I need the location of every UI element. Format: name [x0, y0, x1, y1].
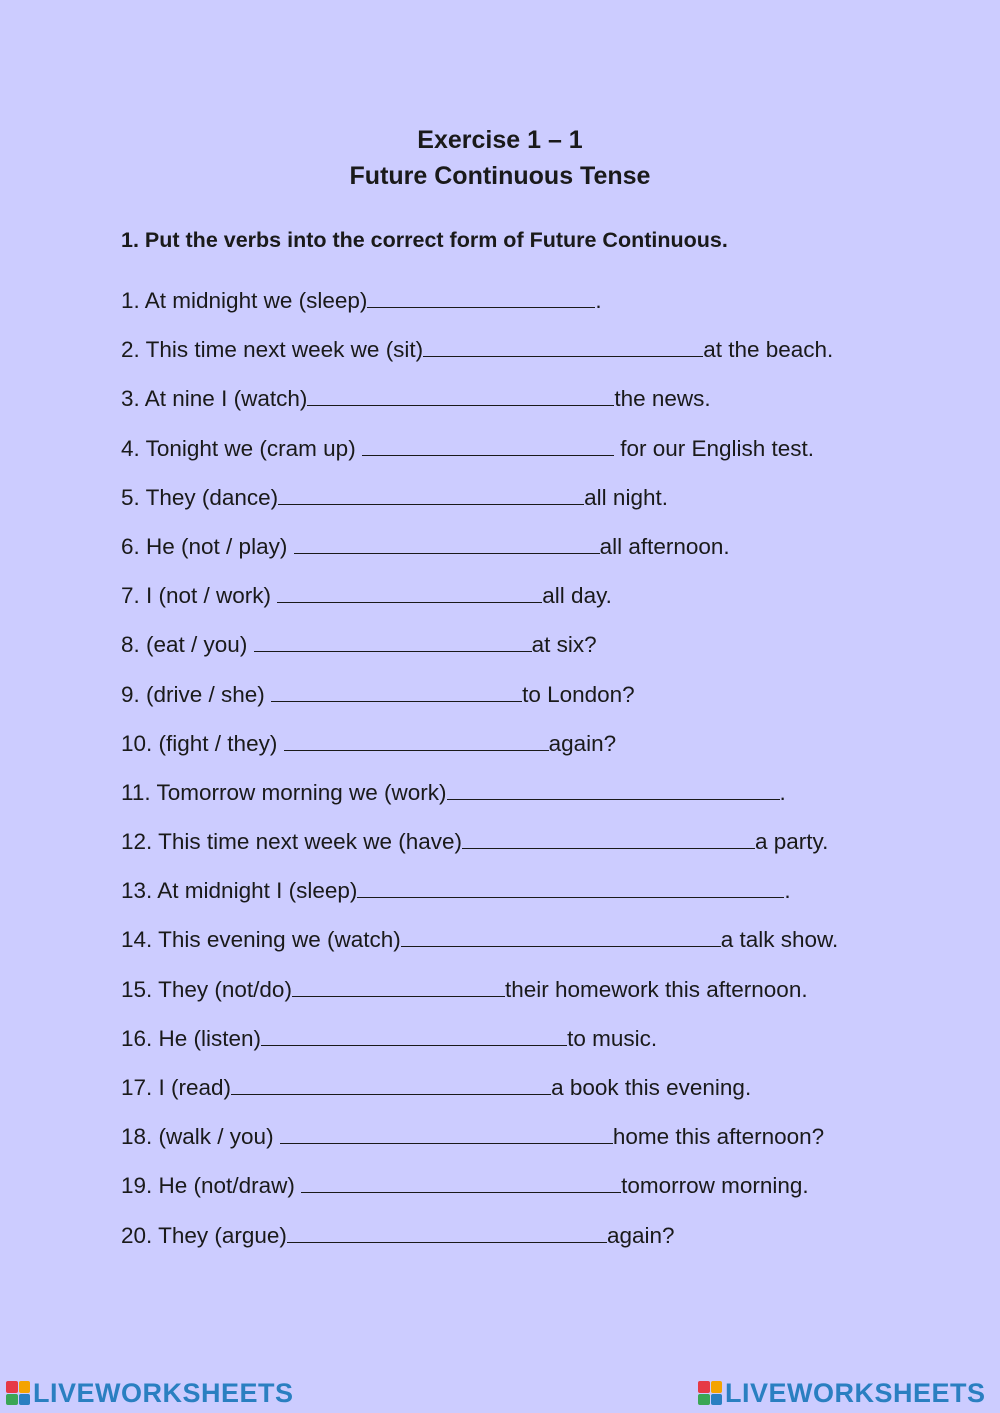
answer-blank[interactable] [280, 1125, 613, 1144]
item-ending: again? [606, 1222, 675, 1248]
item-ending: a book this evening. [551, 1075, 752, 1100]
item-prompt: 15. They (not/do) [121, 976, 292, 1002]
logo-text: LIVEWORKSHEETS [33, 1377, 294, 1408]
answer-blank[interactable] [287, 1224, 607, 1243]
answer-blank[interactable] [284, 732, 549, 751]
liveworksheets-logo-icon [6, 1381, 30, 1405]
answer-blank[interactable] [423, 338, 703, 357]
item-ending: all night. [584, 484, 668, 510]
item-ending: . [784, 878, 791, 904]
item-prompt: 16. He (listen) [121, 1025, 262, 1051]
answer-blank[interactable] [367, 289, 595, 308]
item-ending: . [595, 288, 602, 313]
item-prompt: 17. I (read) [121, 1075, 232, 1100]
answer-blank[interactable] [307, 387, 614, 406]
item-ending: a party. [754, 829, 829, 855]
item-ending: their homework this afternoon. [504, 976, 808, 1002]
instruction-number: 1 [121, 228, 133, 252]
exercise-item [121, 332, 941, 381]
item-prompt: 5. They (dance) [121, 484, 279, 510]
answer-blank[interactable] [277, 584, 542, 603]
exercise-item [121, 381, 941, 430]
item-ending: to music. [567, 1025, 658, 1051]
exercise-item [121, 1021, 941, 1070]
item-ending: tomorrow morning. [621, 1173, 809, 1199]
exercise-list [121, 283, 941, 1267]
instruction [121, 228, 728, 253]
item-prompt: 1. At midnight we (sleep) [121, 288, 368, 313]
answer-blank[interactable] [294, 535, 600, 554]
item-ending: at the beach. [703, 337, 834, 363]
answer-blank[interactable] [447, 781, 780, 800]
answer-blank[interactable] [401, 928, 721, 947]
item-ending: all afternoon. [599, 533, 730, 559]
logo-text: LIVEWORKSHEETS [725, 1377, 986, 1408]
exercise-item [121, 1168, 941, 1217]
item-prompt: 19. He (not/draw) [121, 1173, 302, 1199]
exercise-item [121, 1070, 941, 1119]
answer-blank[interactable] [362, 437, 614, 456]
exercise-item [121, 972, 941, 1021]
exercise-item [121, 677, 941, 726]
answer-blank[interactable] [261, 1027, 567, 1046]
item-prompt: 8. (eat / you) [121, 632, 254, 658]
exercise-item [121, 1218, 941, 1267]
exercise-item [121, 283, 941, 332]
item-ending: home this afternoon? [612, 1124, 825, 1150]
liveworksheets-logo-icon [698, 1381, 722, 1405]
exercise-title: Exercise 1 – 1 [417, 126, 583, 154]
answer-blank[interactable] [254, 633, 532, 652]
exercise-item [121, 578, 941, 627]
exercise-item [121, 480, 941, 529]
item-ending: again? [548, 730, 617, 756]
item-prompt: 11. Tomorrow morning we (work) [121, 779, 447, 805]
item-prompt: 10. (fight / they) [121, 730, 284, 756]
answer-blank[interactable] [462, 830, 755, 849]
instruction-text: . Put the verbs into the correct form of Future Continuous. [132, 228, 728, 252]
answer-blank[interactable] [231, 1076, 551, 1095]
exercise-item [121, 775, 941, 824]
item-prompt: 9. (drive / she) [121, 681, 272, 707]
liveworksheets-logo[interactable] [6, 1376, 294, 1410]
exercise-item [121, 922, 941, 971]
item-ending: for our English test. [613, 435, 815, 461]
answer-blank[interactable] [271, 683, 522, 702]
item-ending: a talk show. [720, 927, 839, 953]
liveworksheets-logo[interactable] [698, 1376, 986, 1410]
exercise-item [121, 529, 941, 578]
item-prompt: 18. (walk / you) [121, 1124, 280, 1150]
item-ending: all day. [542, 583, 612, 609]
answer-blank[interactable] [278, 486, 584, 505]
answer-blank[interactable] [357, 879, 784, 898]
item-ending: . [779, 779, 786, 805]
exercise-item [121, 726, 941, 775]
item-prompt: 6. He (not / play) [121, 533, 294, 559]
item-prompt: 3. At nine I (watch) [121, 386, 308, 412]
item-prompt: 4. Tonight we (cram up) [121, 435, 362, 461]
exercise-item [121, 627, 941, 676]
exercise-item [121, 824, 941, 873]
item-prompt: 20. They (argue) [121, 1222, 287, 1248]
item-prompt: 14. This evening we (watch) [121, 927, 401, 953]
item-ending: to London? [522, 681, 635, 707]
item-prompt: 13. At midnight I (sleep) [121, 878, 358, 904]
exercise-item [121, 431, 941, 480]
item-prompt: 2. This time next week we (sit) [121, 337, 424, 363]
exercise-subtitle: Future Continuous Tense [349, 162, 651, 190]
item-ending: the news. [614, 386, 711, 412]
answer-blank[interactable] [292, 978, 505, 997]
item-ending: at six? [531, 632, 597, 658]
exercise-item [121, 1119, 941, 1168]
item-prompt: 7. I (not / work) [121, 583, 278, 609]
answer-blank[interactable] [301, 1174, 621, 1193]
item-prompt: 12. This time next week we (have) [121, 829, 462, 855]
exercise-item [121, 873, 941, 922]
